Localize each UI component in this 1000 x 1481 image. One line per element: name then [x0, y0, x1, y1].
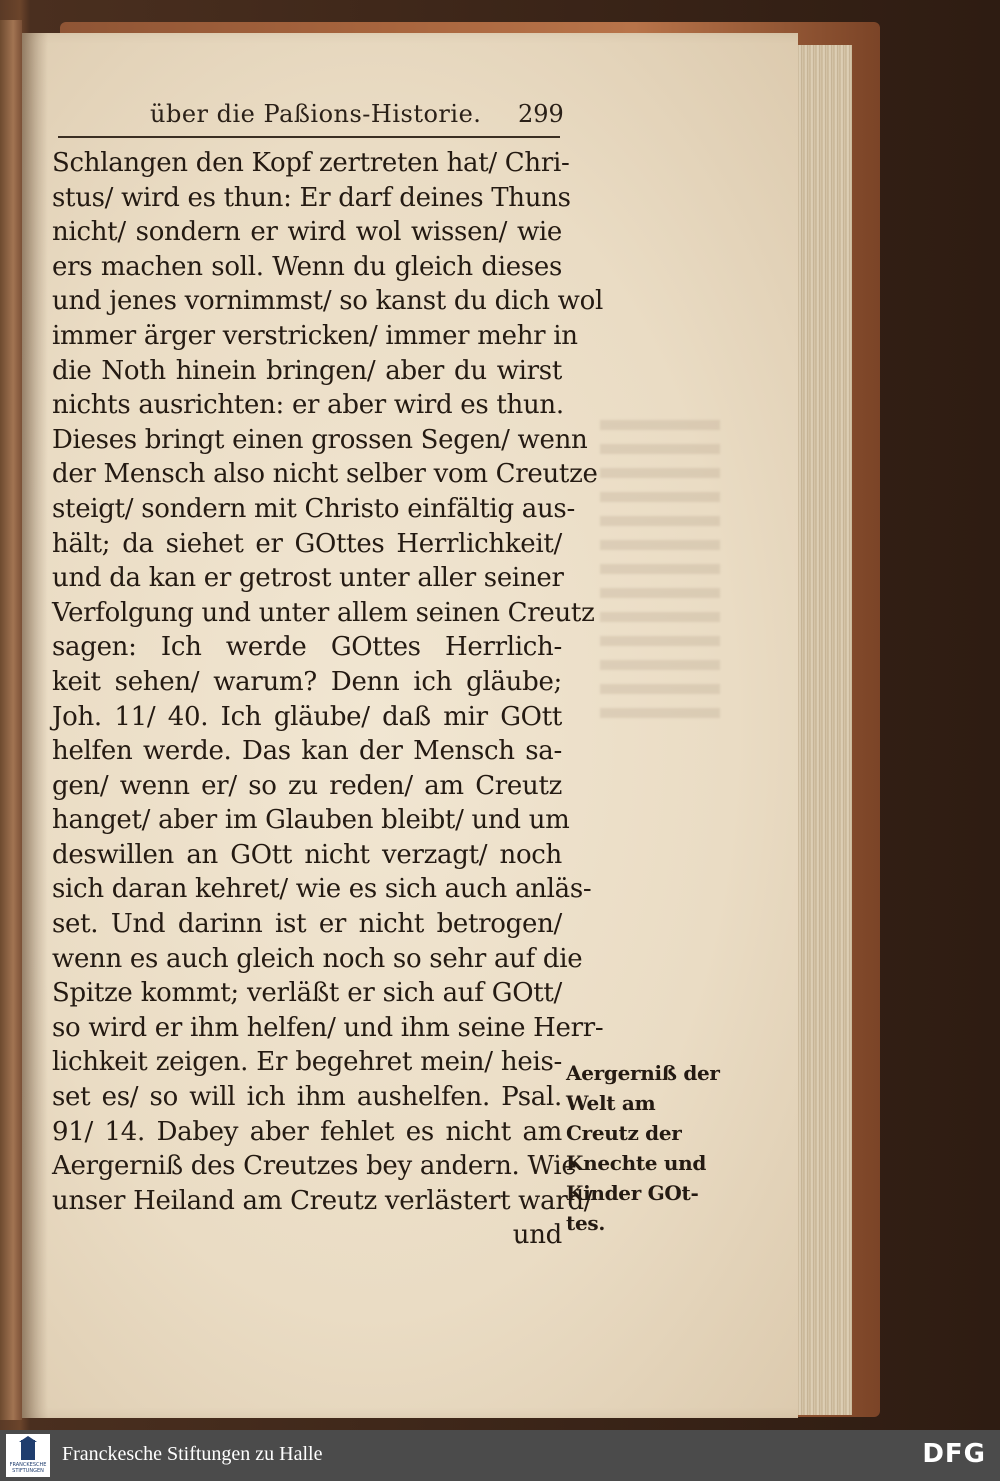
marginal-line: Aergerniß der [566, 1061, 720, 1085]
text-line: stus/ wird es thun: Er darf deines Thuns [52, 182, 571, 213]
text-line: nichts ausrichten: er aber wird es thun. [52, 390, 564, 421]
marginal-line: Knechte und [566, 1151, 707, 1175]
text-line: unser Heiland am Creutz verlästert ward/ [52, 1185, 593, 1216]
text-line: set es/ so will ich ihm aushelfen. Psal. [52, 1082, 562, 1113]
text-line: nicht/ sondern er wird wol wissen/ wie [52, 217, 562, 248]
text-line: Schlangen den Kopf zertreten hat/ Chri- [52, 148, 570, 178]
bleed-through-text [600, 420, 720, 720]
text-line: Aergerniß des Creutzes bey andern. Wie [52, 1151, 577, 1182]
text-line: sich daran kehret/ wie es sich auch anläs- [52, 874, 592, 905]
text-line: und jenes vornimmst/ so kanst du dich wol [52, 286, 603, 317]
marginal-line: Welt am [566, 1091, 656, 1115]
text-line: 91/ 14. Dabey aber fehlet es nicht am [52, 1116, 562, 1147]
text-line: keit sehen/ warum? Denn ich gläube; [52, 666, 562, 697]
logo-text: FRANCKESCHE STIFTUNGEN [9, 1462, 47, 1474]
text-line: Joh. 11/ 40. Ich gläube/ daß mir GOtt [52, 701, 562, 732]
text-line: hanget/ aber im Glauben bleibt/ und um [52, 805, 570, 836]
page-number: 299 [518, 100, 564, 128]
text-line: so wird er ihm helfen/ und ihm seine Herr- [52, 1012, 604, 1043]
text-line: hält; da siehet er GOttes Herrlichkeit/ [52, 528, 562, 559]
marginal-line: Kinder GOt- [566, 1181, 699, 1205]
text-line: helfen werde. Das kan der Mensch sa- [52, 736, 562, 767]
franckesche-logo[interactable] [6, 1434, 50, 1477]
facing-page-edge [0, 20, 22, 1420]
text-line: wenn es auch gleich noch so sehr auf die [52, 943, 583, 974]
text-line: Verfolgung und unter allem seinen Creutz [52, 597, 595, 628]
text-line: set. Und darinn ist er nicht betrogen/ [52, 909, 562, 940]
text-line: lichkeit zeigen. Er begehret mein/ heis- [52, 1047, 562, 1078]
text-line: sagen: Ich werde GOttes Herrlich- [52, 632, 562, 663]
marginal-note [566, 1058, 720, 1238]
text-line: Spitze kommt; verläßt er sich auf GOtt/ [52, 978, 562, 1009]
text-line: und da kan er getrost unter aller seiner [52, 563, 564, 594]
institution-name[interactable]: Franckesche Stiftungen zu Halle [62, 1443, 323, 1465]
text-line: deswillen an GOtt nicht verzagt/ noch [52, 839, 562, 870]
building-icon [21, 1440, 35, 1460]
text-line: der Mensch also nicht selber vom Creutze [52, 459, 598, 490]
marginal-line: Creutz der [566, 1121, 682, 1145]
text-line: gen/ wenn er/ so zu reden/ am Creutz [52, 770, 562, 801]
footer-bar [0, 1430, 1000, 1481]
running-head: über die Paßions-Historie. [150, 100, 482, 128]
text-line: die Noth hinein bringen/ aber du wirst [52, 355, 562, 386]
text-line: immer ärger verstricken/ immer mehr in [52, 320, 578, 351]
page-edges [790, 45, 852, 1415]
body-text [52, 146, 604, 1253]
text-line: steigt/ sondern mit Christo einfältig aus- [52, 493, 575, 524]
catchword: und [512, 1220, 562, 1251]
text-line: Dieses bringt einen grossen Segen/ wenn [52, 424, 588, 455]
text-line: ers machen soll. Wenn du gleich dieses [52, 251, 562, 282]
header-rule [58, 136, 560, 138]
gutter-shadow [22, 33, 48, 1418]
dfg-logo[interactable]: DFG [922, 1439, 986, 1469]
marginal-line: tes. [566, 1211, 605, 1235]
